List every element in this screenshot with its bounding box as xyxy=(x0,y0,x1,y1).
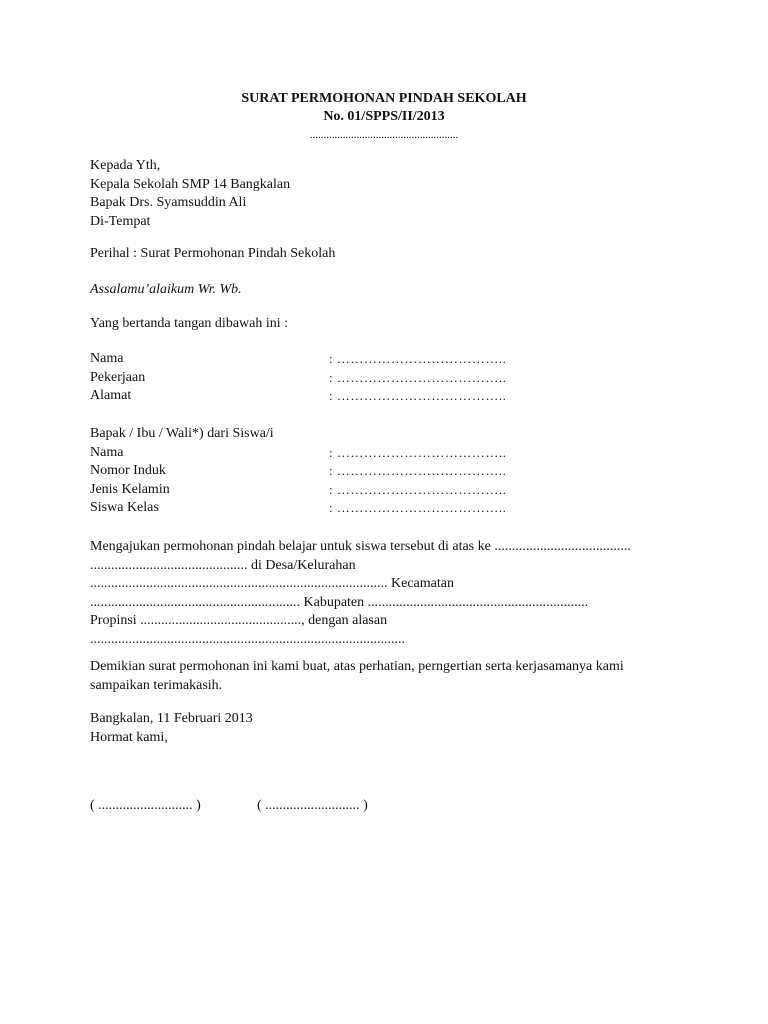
request-line: Propinsi .............................................., dengan alasan xyxy=(90,613,388,628)
closing-line: Demikian surat permohonan ini kami buat, atas perhatian, perngertian serta kerjasamanya kami xyxy=(90,659,624,674)
student-field-row xyxy=(90,444,690,463)
recipient-salutation: Kepada Yth, xyxy=(90,158,161,173)
request-paragraph xyxy=(90,538,690,649)
request-line: ............................................. di Desa/Kelurahan xyxy=(90,557,356,573)
greeting-line xyxy=(90,281,690,300)
header-dots: ...................................................... xyxy=(309,129,459,141)
field-value: : ……………………………….. xyxy=(329,369,507,385)
intro-text: Yang bertanda tangan dibawah ini : xyxy=(90,316,289,331)
field-value: : ……………………………….. xyxy=(329,500,507,515)
request-line: Mengajukan permohonan pindah belajar untuk siswa tersebut di atas ke ....................................... xyxy=(90,539,631,554)
request-line: ............................................................ Kabupaten ............................................................... xyxy=(90,594,589,610)
parent-fields xyxy=(90,350,690,406)
recipient-place: Di-Tempat xyxy=(90,213,151,229)
field-label: Alamat xyxy=(90,388,132,403)
student-field-row xyxy=(90,481,690,500)
field-value: : ……………………………….. xyxy=(329,388,507,403)
field-value: : ……………………………….. xyxy=(329,444,507,460)
closing-paragraph xyxy=(90,658,690,695)
student-field-row xyxy=(90,499,690,518)
field-value: : ……………………………….. xyxy=(329,481,507,497)
parent-field-row xyxy=(90,387,690,406)
intro-line xyxy=(90,315,690,334)
student-fields xyxy=(90,425,690,518)
closing-line: sampaikan terimakasih. xyxy=(90,677,223,693)
letter-title: SURAT PERMOHONAN PINDAH SEKOLAH xyxy=(241,91,527,106)
greeting-text: Assalamu’alaikum Wr. Wb. xyxy=(90,282,242,297)
subject-line xyxy=(90,245,690,264)
letter-header xyxy=(0,90,768,144)
recipient-name: Bapak Drs. Syamsuddin Ali xyxy=(90,195,247,210)
place-date: Bangkalan, 11 Februari 2013 xyxy=(90,711,253,726)
student-intro-text: Bapak / Ibu / Wali*) dari Siswa/i xyxy=(90,426,274,441)
field-label: Nomor Induk xyxy=(90,463,166,478)
parent-field-row xyxy=(90,369,690,388)
recipient-position: Kepala Sekolah SMP 14 Bangkalan xyxy=(90,176,291,192)
field-label: Pekerjaan xyxy=(90,369,146,385)
signature-right: ( ........................... ) xyxy=(257,798,368,813)
date-block xyxy=(90,710,690,747)
regards-text: Hormat kami, xyxy=(90,729,168,745)
field-label: Siswa Kelas xyxy=(90,500,159,515)
subject-text: Perihal : Surat Permohonan Pindah Sekolah xyxy=(90,246,336,261)
field-label: Nama xyxy=(90,351,124,366)
signature-left: ( ........................... ) xyxy=(90,798,201,813)
request-line: ..................................................................................... Kecamatan xyxy=(90,576,454,591)
letter-number: No. 01/SPPS/II/2013 xyxy=(323,109,445,124)
student-intro-row xyxy=(90,425,690,444)
parent-field-row xyxy=(90,350,690,369)
field-value: : ……………………………….. xyxy=(329,463,507,478)
request-line: .......................................................................................... xyxy=(90,631,405,647)
field-label: Jenis Kelamin xyxy=(90,481,170,497)
field-value: : ……………………………….. xyxy=(329,351,507,366)
student-field-row xyxy=(90,462,690,481)
field-label: Nama xyxy=(90,444,124,460)
recipient-block xyxy=(90,157,690,231)
